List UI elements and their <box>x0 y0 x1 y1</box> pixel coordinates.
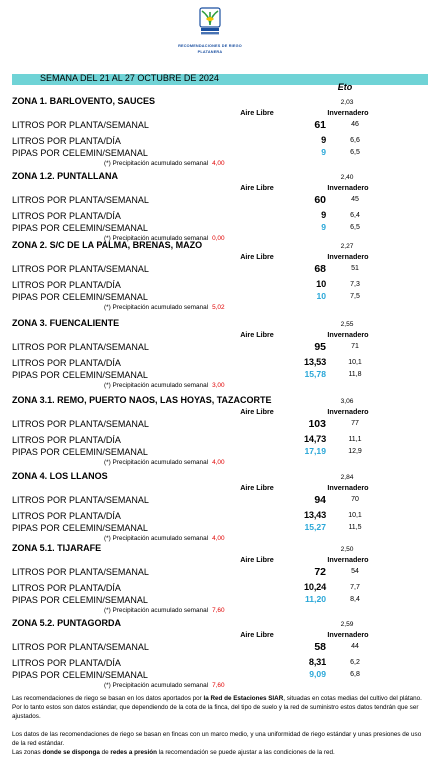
air-value: 68 <box>314 263 326 275</box>
greenhouse-value: 11,1 <box>348 436 362 443</box>
row-label: LITROS POR PLANTA/SEMANAL <box>12 195 149 205</box>
greenhouse-value: 10,1 <box>348 512 362 519</box>
air-value: 10 <box>316 279 326 289</box>
air-value: 17,19 <box>304 446 326 456</box>
precipitation-label: (*) Precipitación acumulado semanal <box>104 459 209 466</box>
precipitation-value: 0,00 <box>212 235 225 242</box>
footer-paragraph-2: Los datos de las recomendaciones de riego se basan en fincas con un marco medio, y una uniformidad de riego estándar y unas presiones de uso de la red estándar. <box>12 731 422 747</box>
air-value: 9 <box>321 147 326 157</box>
air-value: 10,24 <box>304 582 326 592</box>
zone-eto-value: 2,59 <box>340 621 354 628</box>
row-label: PIPAS POR CELEMIN/SEMANAL <box>12 292 148 302</box>
asprocan-logo <box>197 6 223 40</box>
precipitation-value: 4,00 <box>212 459 225 466</box>
footer-text: de <box>99 749 111 756</box>
row-label: PIPAS POR CELEMIN/SEMANAL <box>12 523 148 533</box>
precipitation-row <box>104 459 225 466</box>
air-value: 9 <box>321 135 326 145</box>
air-value: 61 <box>314 119 326 131</box>
row-label: PIPAS POR CELEMIN/SEMANAL <box>12 670 148 680</box>
air-value: 103 <box>308 418 326 430</box>
row-label: LITROS POR PLANTA/DÍA <box>12 358 121 368</box>
air-value: 8,31 <box>308 657 326 667</box>
row-label: LITROS POR PLANTA/DÍA <box>12 658 121 668</box>
column-header-greenhouse: Invernadero <box>327 555 369 564</box>
air-value: 95 <box>314 341 326 353</box>
column-header-greenhouse: Invernadero <box>327 183 369 192</box>
greenhouse-value: 77 <box>351 420 359 427</box>
greenhouse-value: 51 <box>351 265 359 272</box>
footer-text: Las recomendaciones de riego se basan en los datos aportados por <box>12 695 204 702</box>
zone-eto-value: 2,27 <box>340 243 354 250</box>
column-header-greenhouse: Invernadero <box>327 483 369 492</box>
air-value: 15,27 <box>304 522 326 532</box>
greenhouse-value: 7,5 <box>350 293 360 300</box>
zone-title: ZONA 3. FUENCALIENTE <box>12 318 120 328</box>
row-label: PIPAS POR CELEMIN/SEMANAL <box>12 447 148 457</box>
zone-eto-value: 2,40 <box>340 174 354 181</box>
greenhouse-value: 71 <box>351 343 359 350</box>
zone-title: ZONA 1.2. PUNTALLANA <box>12 171 119 181</box>
subtitle-line1: RECOMENDACIONES DE RIEGO <box>178 44 242 48</box>
greenhouse-value: 6,6 <box>350 137 360 144</box>
column-header-air: Aire Libre <box>240 330 274 339</box>
footer-text: la recomendación se puede ajustar a las condiciones de la red. <box>156 749 335 756</box>
row-label: LITROS POR PLANTA/DÍA <box>12 136 121 146</box>
precipitation-value: 7,60 <box>212 607 225 614</box>
row-label: PIPAS POR CELEMIN/SEMANAL <box>12 148 148 158</box>
greenhouse-value: 44 <box>351 643 359 650</box>
greenhouse-value: 10,1 <box>348 359 362 366</box>
greenhouse-value: 6,5 <box>350 149 360 156</box>
week-title: SEMANA DEL 21 AL 27 OCTUBRE DE 2024 <box>40 73 219 83</box>
zone-title: ZONA 2. S/C DE LA PALMA, BRENAS, MAZO <box>12 240 203 250</box>
greenhouse-value: 6,5 <box>350 224 360 231</box>
air-value: 13,43 <box>304 510 326 520</box>
greenhouse-value: 8,4 <box>350 596 360 603</box>
row-label: LITROS POR PLANTA/DÍA <box>12 280 121 290</box>
row-label: LITROS POR PLANTA/SEMANAL <box>12 642 149 652</box>
greenhouse-value: 6,4 <box>350 212 360 219</box>
air-value: 9,09 <box>309 669 326 679</box>
air-value: 10 <box>316 291 326 301</box>
air-value: 9 <box>321 210 326 220</box>
precipitation-value: 7,60 <box>212 682 225 689</box>
greenhouse-value: 6,2 <box>350 659 360 666</box>
greenhouse-value: 6,8 <box>350 671 360 678</box>
row-label: LITROS POR PLANTA/SEMANAL <box>12 495 149 505</box>
zone-title: ZONA 4. LOS LLANOS <box>12 471 108 481</box>
greenhouse-value: 45 <box>351 196 359 203</box>
greenhouse-value: 7,3 <box>350 281 360 288</box>
eto-header: Eto <box>337 82 353 92</box>
zone-title: ZONA 1. BARLOVENTO, SAUCES <box>12 96 156 106</box>
zone-eto-value: 2,50 <box>340 546 354 553</box>
greenhouse-value: 11,8 <box>348 371 362 378</box>
column-header-air: Aire Libre <box>240 183 274 192</box>
footer-text: Las zonas <box>12 749 43 756</box>
row-label: LITROS POR PLANTA/DÍA <box>12 583 121 593</box>
precipitation-value: 3,00 <box>212 382 225 389</box>
precipitation-row <box>104 682 225 689</box>
air-value: 94 <box>314 494 326 506</box>
precipitation-row <box>104 607 225 614</box>
precipitation-row <box>104 160 225 167</box>
footer-bold-text: la Red de Estaciones SIAR <box>203 695 284 702</box>
precipitation-label: (*) Precipitación acumulado semanal <box>104 535 209 542</box>
air-value: 15,78 <box>304 369 326 379</box>
air-value: 13,53 <box>304 357 326 367</box>
column-header-air: Aire Libre <box>240 483 274 492</box>
column-header-air: Aire Libre <box>240 252 274 261</box>
column-header-air: Aire Libre <box>240 108 274 117</box>
air-value: 60 <box>314 194 326 206</box>
row-label: LITROS POR PLANTA/SEMANAL <box>12 567 149 577</box>
row-label: LITROS POR PLANTA/SEMANAL <box>12 419 149 429</box>
row-label: PIPAS POR CELEMIN/SEMANAL <box>12 595 148 605</box>
footer-paragraph-1 <box>12 694 424 721</box>
greenhouse-value: 12,9 <box>348 448 362 455</box>
precipitation-label: (*) Precipitación acumulado semanal <box>104 304 209 311</box>
greenhouse-value: 46 <box>351 121 359 128</box>
column-header-greenhouse: Invernadero <box>327 407 369 416</box>
precipitation-row <box>104 382 225 389</box>
zone-title: ZONA 3.1. REMO, PUERTO NAOS, LAS HOYAS, TAZACORTE <box>12 395 272 405</box>
footer-text: , situadas en cotas medias del cultivo del plátano. Por lo tanto estos son datos estándar, que dependiendo de la cota de la finca, del tipo de suelo y la red de suministro estos datos tendrán que ser ajustados. <box>12 695 422 720</box>
precipitation-label: (*) Precipitación acumulado semanal <box>104 682 209 689</box>
row-label: PIPAS POR CELEMIN/SEMANAL <box>12 223 148 233</box>
air-value: 9 <box>321 222 326 232</box>
row-label: LITROS POR PLANTA/DÍA <box>12 211 121 221</box>
precipitation-value: 4,00 <box>212 535 225 542</box>
air-value: 58 <box>314 641 326 653</box>
precipitation-row <box>104 304 225 311</box>
column-header-greenhouse: Invernadero <box>327 108 369 117</box>
zone-title: ZONA 5.1. TIJARAFE <box>12 543 102 553</box>
greenhouse-value: 7,7 <box>350 584 360 591</box>
column-header-air: Aire Libre <box>240 630 274 639</box>
precipitation-value: 5,02 <box>212 304 225 311</box>
precipitation-label: (*) Precipitación acumulado semanal <box>104 607 209 614</box>
column-header-air: Aire Libre <box>240 407 274 416</box>
air-value: 14,73 <box>304 434 326 444</box>
precipitation-label: (*) Precipitación acumulado semanal <box>104 235 209 242</box>
air-value: 72 <box>314 566 326 578</box>
zone-eto-value: 3,06 <box>340 398 354 405</box>
greenhouse-value: 54 <box>351 568 359 575</box>
zone-eto-value: 2,55 <box>340 321 354 328</box>
column-header-greenhouse: Invernadero <box>327 630 369 639</box>
greenhouse-value: 11,5 <box>348 524 362 531</box>
row-label: PIPAS POR CELEMIN/SEMANAL <box>12 370 148 380</box>
zone-eto-value: 2,84 <box>340 474 354 481</box>
zone-eto-value: 2,03 <box>340 99 354 106</box>
subtitle-line2: PLATANERA <box>197 50 223 54</box>
column-header-greenhouse: Invernadero <box>327 252 369 261</box>
row-label: LITROS POR PLANTA/DÍA <box>12 511 121 521</box>
precipitation-row <box>104 535 225 542</box>
row-label: LITROS POR PLANTA/SEMANAL <box>12 120 149 130</box>
footer-bold-text: donde se disponga <box>42 749 100 756</box>
row-label: LITROS POR PLANTA/SEMANAL <box>12 342 149 352</box>
footer-paragraph-3 <box>12 748 424 757</box>
precipitation-label: (*) Precipitación acumulado semanal <box>104 160 209 167</box>
column-header-air: Aire Libre <box>240 555 274 564</box>
air-value: 11,20 <box>304 594 326 604</box>
footer-bold-text: redes a presión <box>110 749 157 756</box>
row-label: LITROS POR PLANTA/DÍA <box>12 435 121 445</box>
column-header-greenhouse: Invernadero <box>327 330 369 339</box>
precipitation-label: (*) Precipitación acumulado semanal <box>104 382 209 389</box>
zone-title: ZONA 5.2. PUNTAGORDA <box>12 618 122 628</box>
precipitation-value: 4,00 <box>212 160 225 167</box>
greenhouse-value: 70 <box>351 496 359 503</box>
row-label: LITROS POR PLANTA/SEMANAL <box>12 264 149 274</box>
